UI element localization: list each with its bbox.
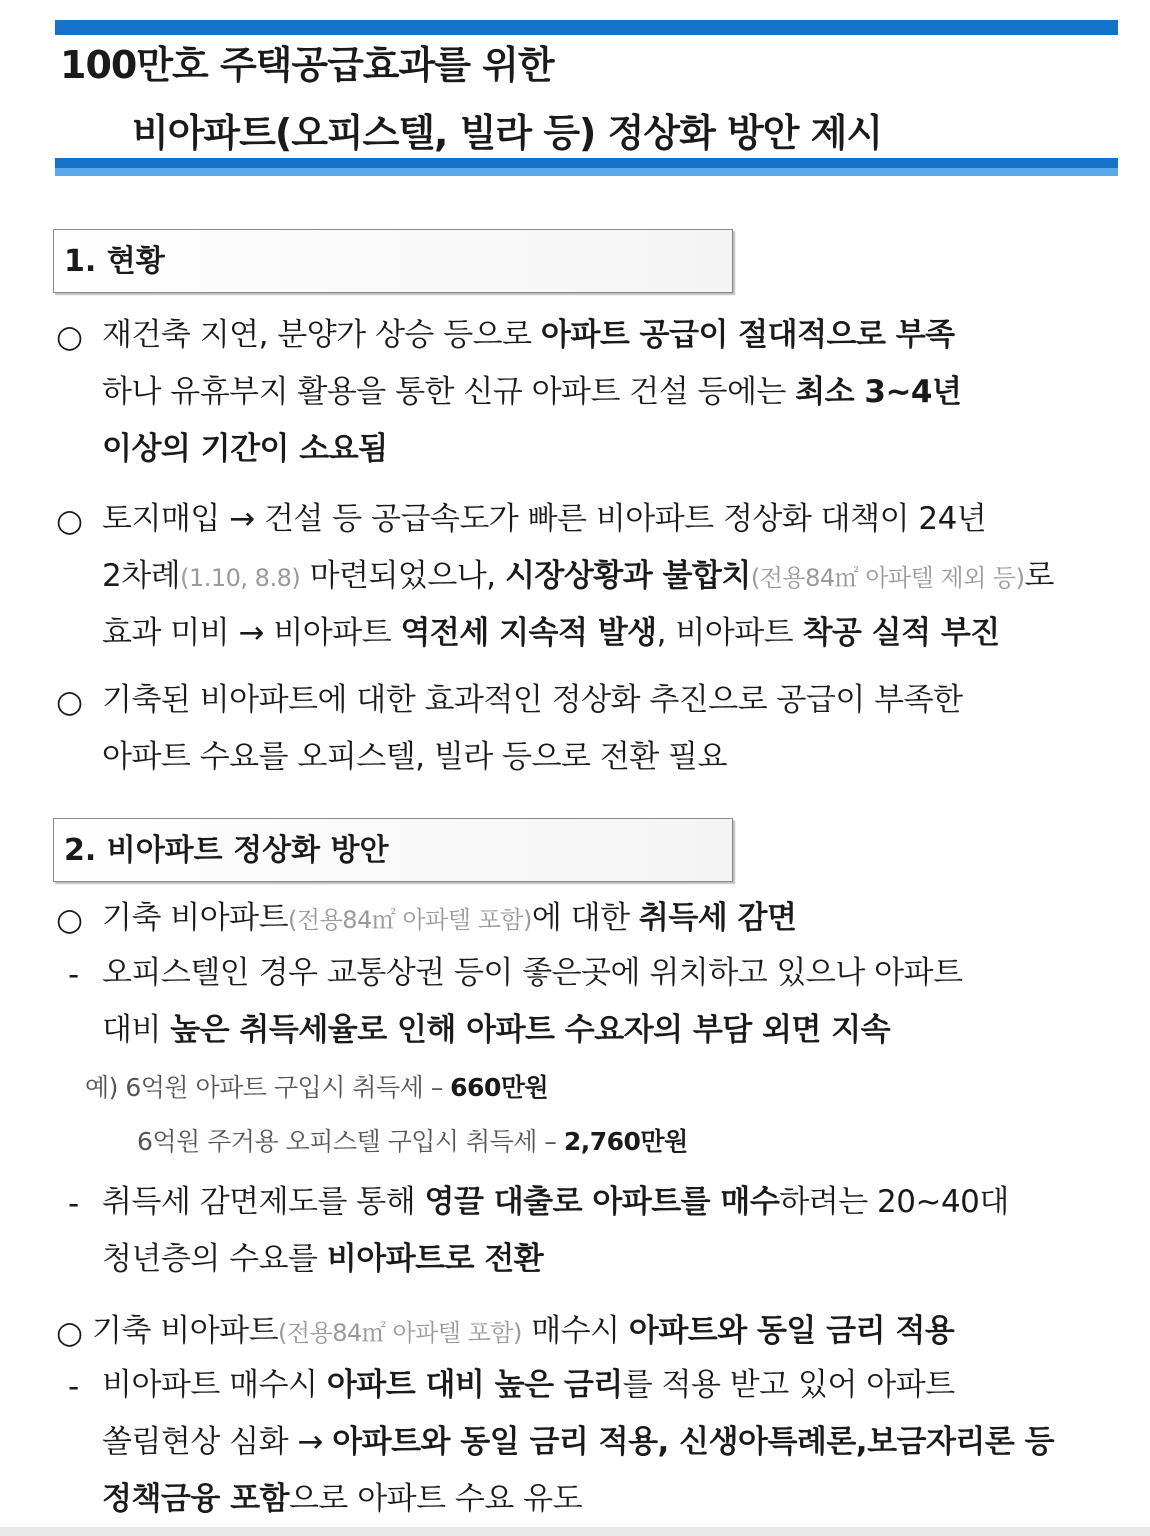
bullet-circle: ○ <box>56 684 84 720</box>
text: 하려는 20~40대 <box>779 1184 1009 1220</box>
text: 으로 아파트 수요 유도 <box>288 1481 583 1517</box>
text: 기축 비아파트 <box>92 1313 279 1349</box>
text: 2차례 <box>102 558 181 594</box>
emphasis: 착공 실적 부진 <box>802 615 1000 651</box>
small-note: (전용84㎡ 아파텔 포함) <box>278 1319 522 1347</box>
s1-b1-line3 <box>102 431 388 467</box>
emphasis: 시장상황과 불합치 <box>504 558 751 594</box>
section-heading-1: 1. 현황 <box>53 229 733 293</box>
small-note: (전용84㎡ 아파텔 제외 등) <box>750 564 1025 592</box>
text: 비아파트 매수시 <box>102 1367 327 1403</box>
text: 로 <box>1024 558 1054 594</box>
small-note: (전용84㎡ 아파텔 포함) <box>288 906 532 934</box>
page-bottom-edge <box>0 1527 1150 1536</box>
title-line-2: 비아파트(오피스텔, 빌라 등) 정상화 방안 제시 <box>132 111 883 155</box>
text: 재건축 지연, 분양가 상승 등으로 <box>102 317 541 353</box>
s1-b1-line1 <box>102 317 955 353</box>
text: 를 적용 받고 있어 아파트 <box>622 1367 955 1403</box>
s2-b2-line <box>92 1313 955 1349</box>
bullet-circle: ○ <box>56 902 84 938</box>
text: 기축 비아파트 <box>102 900 289 936</box>
text: 매수시 <box>521 1313 629 1349</box>
text: 마련되었으나, <box>300 558 505 594</box>
emphasis: 아파트 공급이 절대적으로 부족 <box>540 317 955 353</box>
emphasis: 취득세 감면 <box>638 900 797 936</box>
emphasis: 이상의 기간이 소요됨 <box>102 431 388 467</box>
text: 토지매입 → 건설 등 공급속도가 빠른 비아파트 정상화 대책이 24년 <box>102 501 987 537</box>
emphasis: 아파트와 동일 금리 적용, 신생아특례론,보금자리론 등 <box>332 1424 1055 1460</box>
bullet-circle: ○ <box>56 503 84 539</box>
section-heading-2: 2. 비아파트 정상화 방안 <box>53 818 733 882</box>
s1-b3-line2: 아파트 수요를 오피스텔, 빌라 등으로 전환 필요 <box>102 739 727 775</box>
bullet-dash: - <box>68 957 80 993</box>
text: 예) 6억원 아파트 구입시 취득세 – <box>85 1073 451 1102</box>
bullet-dash: - <box>68 1186 80 1222</box>
text: 청년층의 수요를 <box>102 1241 327 1277</box>
emphasis: 660만원 <box>450 1073 549 1102</box>
text: , 비아파트 <box>656 615 803 651</box>
text: 에 대한 <box>531 900 639 936</box>
s1-b2-line2 <box>102 558 1054 594</box>
text: 효과 미비 → 비아파트 <box>102 615 401 651</box>
example-line-2 <box>137 1129 688 1154</box>
title-line-1: 100만호 주택공급효과를 위한 <box>60 43 554 87</box>
s2-b1-line <box>102 900 797 936</box>
s1-b1-line2 <box>102 374 962 410</box>
title-bottom-bar <box>55 158 1118 176</box>
small-note: (1.10, 8.8) <box>180 564 301 592</box>
s2-d3-line2 <box>102 1424 1055 1460</box>
s1-b2-line1 <box>102 501 987 537</box>
s2-d3-line1 <box>102 1367 955 1403</box>
emphasis: 영끌 대출로 아파트를 매수 <box>424 1184 780 1220</box>
s2-d3-line3 <box>102 1481 583 1517</box>
emphasis: 아파트 대비 높은 금리 <box>326 1367 623 1403</box>
emphasis: 높은 취득세율로 인해 아파트 수요자의 부담 외면 지속 <box>170 1012 891 1048</box>
bullet-dash: - <box>68 1369 80 1405</box>
emphasis: 역전세 지속적 발생 <box>400 615 657 651</box>
s1-b2-line3 <box>102 615 1000 651</box>
s2-d1-line2 <box>102 1012 891 1048</box>
text: 쏠림현상 심화 → <box>102 1424 333 1460</box>
s1-b3-line1: 기축된 비아파트에 대한 효과적인 정상화 추진으로 공급이 부족한 <box>102 682 963 718</box>
s2-d2-line2 <box>102 1241 544 1277</box>
emphasis: 정책금융 포함 <box>102 1481 289 1517</box>
s2-d2-line1 <box>102 1184 1009 1220</box>
emphasis: 비아파트로 전환 <box>326 1241 544 1277</box>
text: 하나 유휴부지 활용을 통한 신규 아파트 건설 등에는 <box>102 374 796 410</box>
s2-d1-line1: 오피스텔인 경우 교통상권 등이 좋은곳에 위치하고 있으나 아파트 <box>102 955 963 991</box>
emphasis: 2,760만원 <box>563 1127 688 1156</box>
emphasis: 아파트와 동일 금리 적용 <box>628 1313 955 1349</box>
bullet-circle: ○ <box>56 1315 84 1351</box>
text: 취득세 감면제도를 통해 <box>102 1184 425 1220</box>
example-line-1 <box>85 1075 548 1100</box>
title-top-bar <box>55 20 1118 35</box>
emphasis: 최소 3~4년 <box>795 374 962 410</box>
text: 6억원 주거용 오피스텔 구입시 취득세 – <box>137 1127 564 1156</box>
bullet-circle: ○ <box>56 319 84 355</box>
text: 대비 <box>102 1012 171 1048</box>
